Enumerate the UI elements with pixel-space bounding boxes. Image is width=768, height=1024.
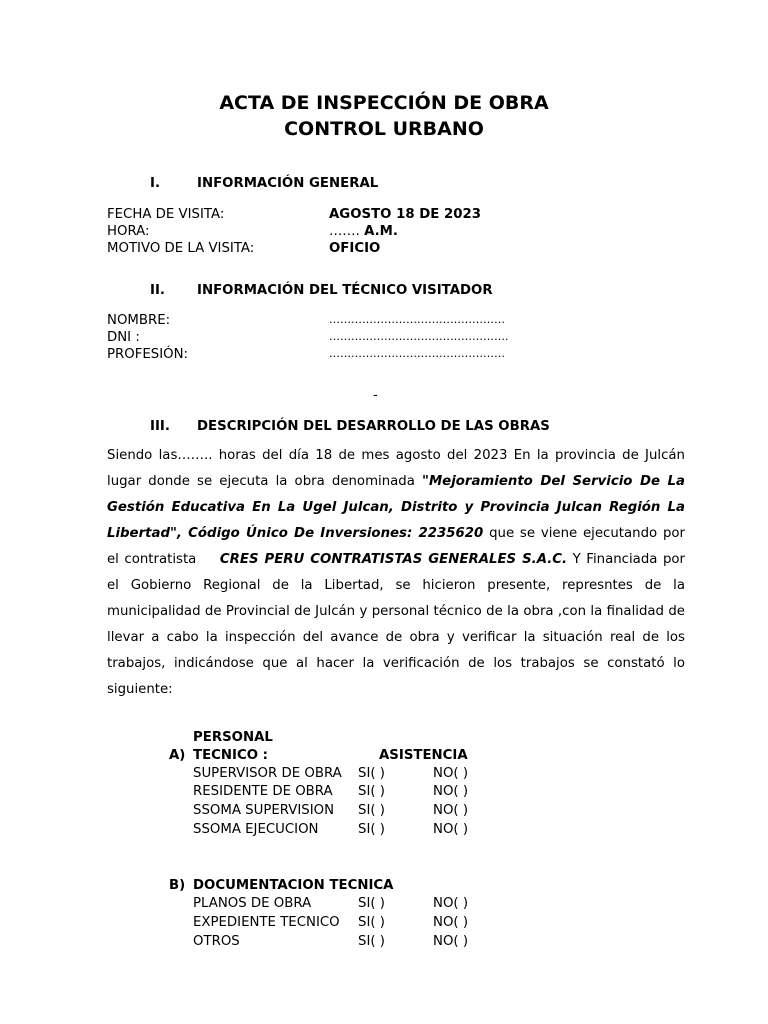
section-1-heading: INFORMACIÓN GENERAL bbox=[197, 176, 379, 191]
checkbox-si[interactable]: SI( ) bbox=[358, 915, 385, 930]
field-label-dni: DNI : bbox=[107, 330, 140, 345]
checkbox-no[interactable]: NO( ) bbox=[433, 822, 469, 837]
checkbox-no[interactable]: NO( ) bbox=[433, 934, 469, 949]
paragraph-mid: que se viene ejecutando por el contratista bbox=[107, 526, 686, 567]
hora-dots: ……. bbox=[329, 224, 360, 239]
project-name: "Mejoramiento Del Servicio De La Gestión Educativa En La Ugel Julcan, Distrito y Provincia Julcan Región La Libertad", Código Único De Inversiones: 2235620 bbox=[107, 474, 686, 541]
section-3-heading: DESCRIPCIÓN DEL DESARROLLO DE LAS OBRAS bbox=[197, 419, 550, 434]
field-value-nombre: ………………………………………… bbox=[329, 313, 505, 326]
checklist-item-label: OTROS bbox=[193, 934, 240, 949]
document-subtitle: CONTROL URBANO bbox=[284, 118, 484, 140]
checklist-a-column-header: ASISTENCIA bbox=[379, 748, 468, 763]
checkbox-no[interactable]: NO( ) bbox=[433, 784, 469, 799]
paragraph-intro: Siendo las…….. horas del día 18 de mes agosto del 2023 En la provincia de Julcán lugar donde se ejecuta la obra denominada bbox=[107, 448, 685, 489]
field-label-nombre: NOMBRE: bbox=[107, 313, 171, 328]
field-value-dni: …………………………………………. bbox=[329, 330, 509, 343]
field-value-motivo: OFICIO bbox=[329, 241, 381, 256]
section-3-number: III. bbox=[150, 419, 170, 434]
field-value-profesion: ………………………………………… bbox=[329, 347, 505, 360]
field-value-fecha: AGOSTO 18 DE 2023 bbox=[329, 207, 481, 222]
checkbox-si[interactable]: SI( ) bbox=[358, 766, 385, 781]
checklist-item-label: SUPERVISOR DE OBRA bbox=[193, 766, 342, 781]
checklist-b-letter: B) bbox=[169, 878, 186, 893]
field-label-profesion: PROFESIÓN: bbox=[107, 347, 189, 362]
field-label-hora: HORA: bbox=[107, 224, 150, 239]
checkbox-si[interactable]: SI( ) bbox=[358, 934, 385, 949]
paragraph-end: Y Financiada por el Gobierno Regional de la Libertad, se hicieron presente, represntes de la municipalidad de Provincial de Julcán y personal técnico de la obra ,con la finalidad de llevar a cabo la inspección del avance de obra y verificar la situación real de los trabajos, indicándose que al hacer la verificación de los trabajos se constató lo siguiente: bbox=[107, 552, 686, 697]
checklist-item-label: SSOMA SUPERVISION bbox=[193, 803, 335, 818]
checkbox-no[interactable]: NO( ) bbox=[433, 915, 469, 930]
checklist-a-heading-line2: TECNICO : bbox=[193, 748, 268, 763]
checklist-a-heading-line1: PERSONAL bbox=[193, 730, 273, 745]
checkbox-no[interactable]: NO( ) bbox=[433, 803, 469, 818]
checkbox-si[interactable]: SI( ) bbox=[358, 896, 385, 911]
checklist-item-label: RESIDENTE DE OBRA bbox=[193, 784, 333, 799]
separator-dash: - bbox=[373, 388, 378, 403]
section-1-number: I. bbox=[150, 176, 160, 191]
document-title: ACTA DE INSPECCIÓN DE OBRA bbox=[219, 92, 549, 114]
checkbox-si[interactable]: SI( ) bbox=[358, 784, 385, 799]
checklist-b-heading: DOCUMENTACION TECNICA bbox=[193, 878, 394, 893]
field-value-hora bbox=[329, 224, 398, 239]
checkbox-si[interactable]: SI( ) bbox=[358, 822, 385, 837]
checkbox-no[interactable]: NO( ) bbox=[433, 896, 469, 911]
checklist-item-label: EXPEDIENTE TECNICO bbox=[193, 915, 340, 930]
checklist-item-label: SSOMA EJECUCION bbox=[193, 822, 319, 837]
checkbox-no[interactable]: NO( ) bbox=[433, 766, 469, 781]
section-2-number: II. bbox=[150, 283, 165, 298]
hora-ampm: A.M. bbox=[364, 224, 398, 239]
description-paragraph bbox=[107, 443, 685, 703]
checkbox-si[interactable]: SI( ) bbox=[358, 803, 385, 818]
checklist-a-letter: A) bbox=[169, 748, 186, 763]
field-label-fecha: FECHA DE VISITA: bbox=[107, 207, 225, 222]
field-label-motivo: MOTIVO DE LA VISITA: bbox=[107, 241, 255, 256]
checklist-item-label: PLANOS DE OBRA bbox=[193, 896, 312, 911]
contractor-name: CRES PERU CONTRATISTAS GENERALES S.A.C. bbox=[219, 552, 568, 567]
section-2-heading: INFORMACIÓN DEL TÉCNICO VISITADOR bbox=[197, 283, 493, 298]
